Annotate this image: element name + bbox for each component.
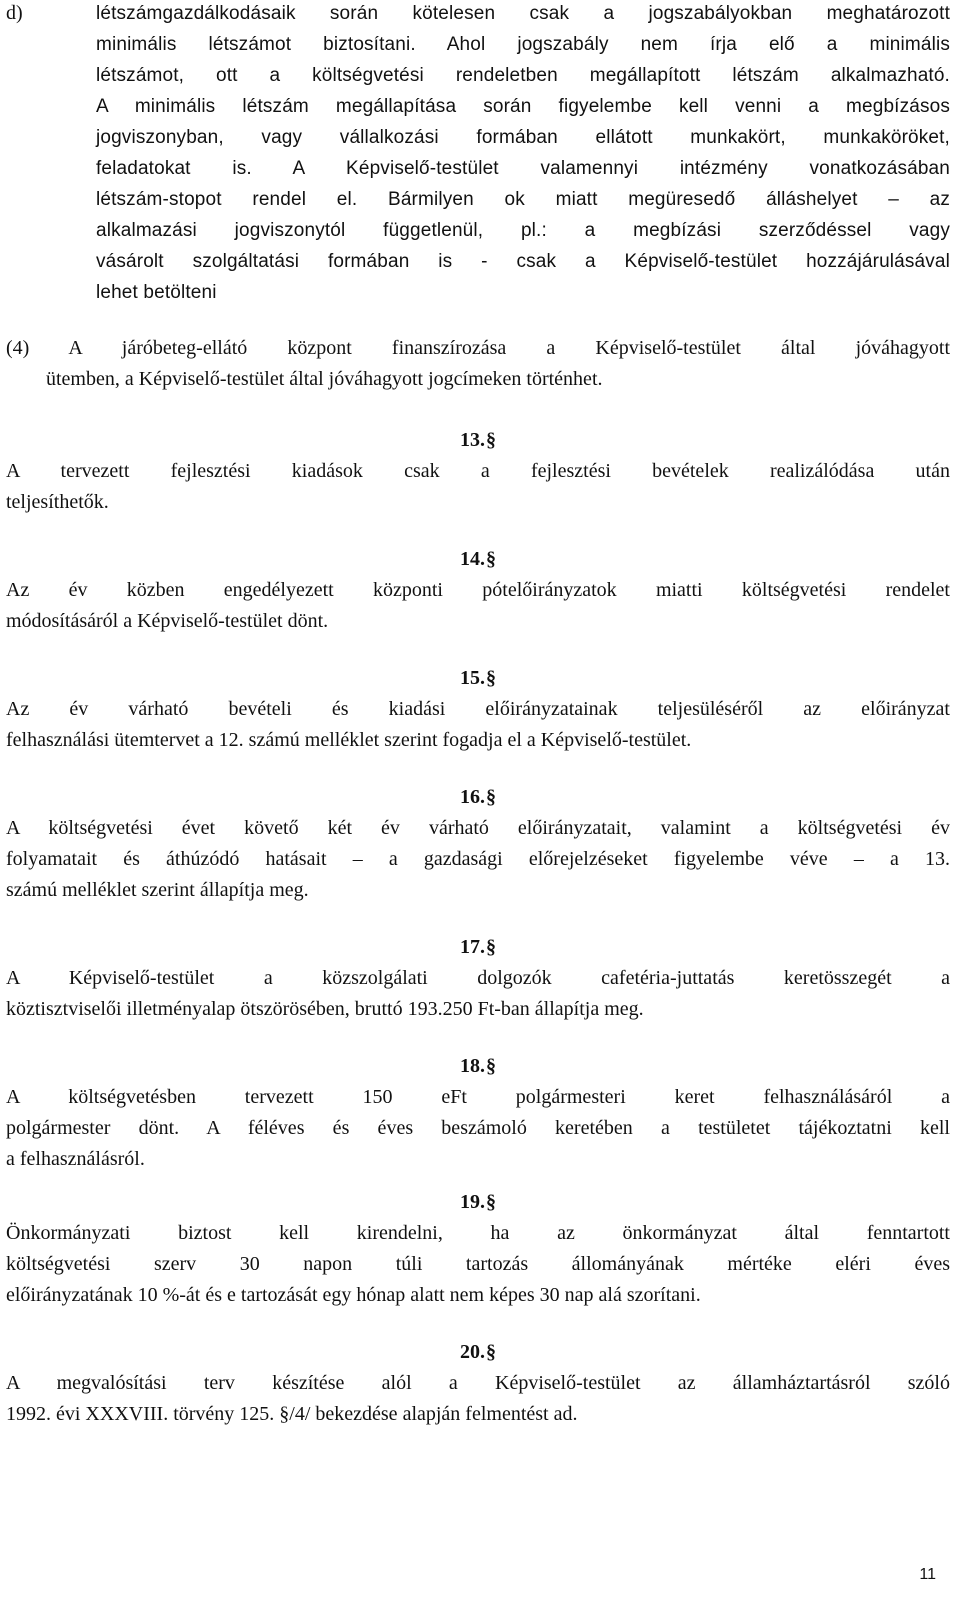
- section-15: [6, 663, 950, 756]
- section-heading: [6, 1187, 950, 1218]
- text-line: polgármester dönt. A féléves és éves beszámoló keretében a testületet tájékoztatni kell: [6, 1117, 950, 1139]
- section-text: [6, 456, 950, 518]
- section-sign: §: [486, 1055, 496, 1077]
- text-line: minimális létszámot biztosítani. Ahol jogszabály nem írja elő a minimális: [96, 34, 950, 55]
- text-line: vásárolt szolgáltatási formában is - csak a Képviselő-testület hozzájárulásával: [96, 251, 950, 272]
- text-line: 1992. évi XXXVIII. törvény 125. §/4/ bekezdése alapján felmentést ad.: [6, 1403, 578, 1425]
- section-number: 17.: [460, 936, 485, 958]
- section-sign: §: [486, 548, 496, 570]
- section-19: [6, 1187, 950, 1311]
- section-number: 15.: [460, 667, 485, 689]
- text-line: költségvetési szerv 30 napon túli tartozás állományának mértéke eléri éves: [6, 1253, 950, 1275]
- text-line: köztisztviselői illetményalap ötszörösében, bruttó 193.250 Ft-ban állapítja meg.: [6, 998, 644, 1020]
- section-heading: [6, 544, 950, 575]
- list-item-text: [96, 0, 950, 308]
- text-line: A költségvetésben tervezett 150 eFt polgármesteri keret felhasználásáról a: [6, 1086, 950, 1108]
- section-text: [6, 813, 950, 906]
- section-sign: §: [486, 667, 496, 689]
- section-heading: [6, 425, 950, 456]
- text-line: létszámgazdálkodásaik során kötelesen csak a jogszabályokban meghatározott: [96, 3, 950, 24]
- section-text: [6, 1082, 950, 1175]
- section-heading: [6, 932, 950, 963]
- text-line: létszám-stopot rendel el. Bármilyen ok miatt megüresedő álláshelyet – az: [96, 189, 950, 210]
- text-line: létszámot, ott a költségvetési rendeletben megállapított létszám alkalmazható.: [96, 65, 950, 86]
- text-line: Önkormányzati biztost kell kirendelni, ha az önkormányzat által fenntartott: [6, 1222, 950, 1244]
- text-line: A tervezett fejlesztési kiadások csak a fejlesztési bevételek realizálódása után: [6, 460, 950, 482]
- section-number: 13.: [460, 429, 485, 451]
- text-line: lehet betölteni: [96, 282, 217, 303]
- section-text: [6, 963, 950, 1025]
- section-heading: [6, 782, 950, 813]
- text-line: A Képviselő-testület a közszolgálati dolgozók cafetéria-juttatás keretösszegét a: [6, 967, 950, 989]
- section-heading: [6, 1337, 950, 1368]
- section-18: [6, 1051, 950, 1175]
- section-13: [6, 425, 950, 518]
- section-number: 18.: [460, 1055, 485, 1077]
- text-line: felhasználási ütemtervet a 12. számú melléklet szerint fogadja el a Képviselő-testület.: [6, 729, 692, 751]
- text-line: folyamatait és áthúzódó hatásait – a gazdasági előrejelzéseket figyelembe véve – a 13.: [6, 848, 950, 870]
- text-line: A minimális létszám megállapítása során figyelembe kell venni a megbízásos: [96, 96, 950, 117]
- text-line: (4) A járóbeteg-ellátó központ finanszírozása a Képviselő-testület által jóváhagyott: [6, 337, 950, 359]
- section-number: 19.: [460, 1191, 485, 1213]
- text-line: alkalmazási jogviszonytól függetlenül, pl.: a megbízási szerződéssel vagy: [96, 220, 950, 241]
- paragraph-4: [6, 333, 950, 395]
- section-heading: [6, 1051, 950, 1082]
- section-heading: [6, 663, 950, 694]
- section-20: [6, 1337, 950, 1430]
- text-line: előirányzatának 10 %-át és e tartozását egy hónap alatt nem képes 30 nap alá szorítani.: [6, 1284, 701, 1306]
- section-sign: §: [486, 936, 496, 958]
- text-line: a felhasználásról.: [6, 1148, 145, 1170]
- text-line: teljesíthetők.: [6, 491, 109, 513]
- list-item-d: [6, 0, 950, 308]
- page-number: 11: [919, 1566, 936, 1583]
- section-sign: §: [486, 429, 496, 451]
- section-14: [6, 544, 950, 637]
- text-line: számú melléklet szerint állapítja meg.: [6, 879, 309, 901]
- text-line: A költségvetési évet követő két év várható előirányzatait, valamint a költségvetési év: [6, 817, 950, 839]
- section-sign: §: [486, 1191, 496, 1213]
- section-number: 14.: [460, 548, 485, 570]
- text-line: jogviszonyban, vagy vállalkozási formában ellátott munkakört, munkaköröket,: [96, 127, 950, 148]
- section-text: [6, 1368, 950, 1430]
- text-line: ütemben, a Képviselő-testület által jóváhagyott jogcímeken történhet.: [46, 368, 603, 390]
- document-page: [6, 0, 950, 1430]
- section-number: 20.: [460, 1341, 485, 1363]
- text-line: Az év közben engedélyezett központi pótelőirányzatok miatti költségvetési rendelet: [6, 579, 950, 601]
- text-line: A megvalósítási terv készítése alól a Képviselő-testület az államháztartásról szóló: [6, 1372, 950, 1394]
- section-text: [6, 1218, 950, 1311]
- section-number: 16.: [460, 786, 485, 808]
- text-line: feladatokat is. A Képviselő-testület valamennyi intézmény vonatkozásában: [96, 158, 950, 179]
- section-text: [6, 694, 950, 756]
- text-line: módosításáról a Képviselő-testület dönt.: [6, 610, 329, 632]
- section-sign: §: [486, 1341, 496, 1363]
- section-text: [6, 575, 950, 637]
- section-sign: §: [486, 786, 496, 808]
- text-line: Az év várható bevételi és kiadási előirányzatainak teljesüléséről az előirányzat: [6, 698, 950, 720]
- section-16: [6, 782, 950, 906]
- list-marker: d): [6, 2, 23, 24]
- section-17: [6, 932, 950, 1025]
